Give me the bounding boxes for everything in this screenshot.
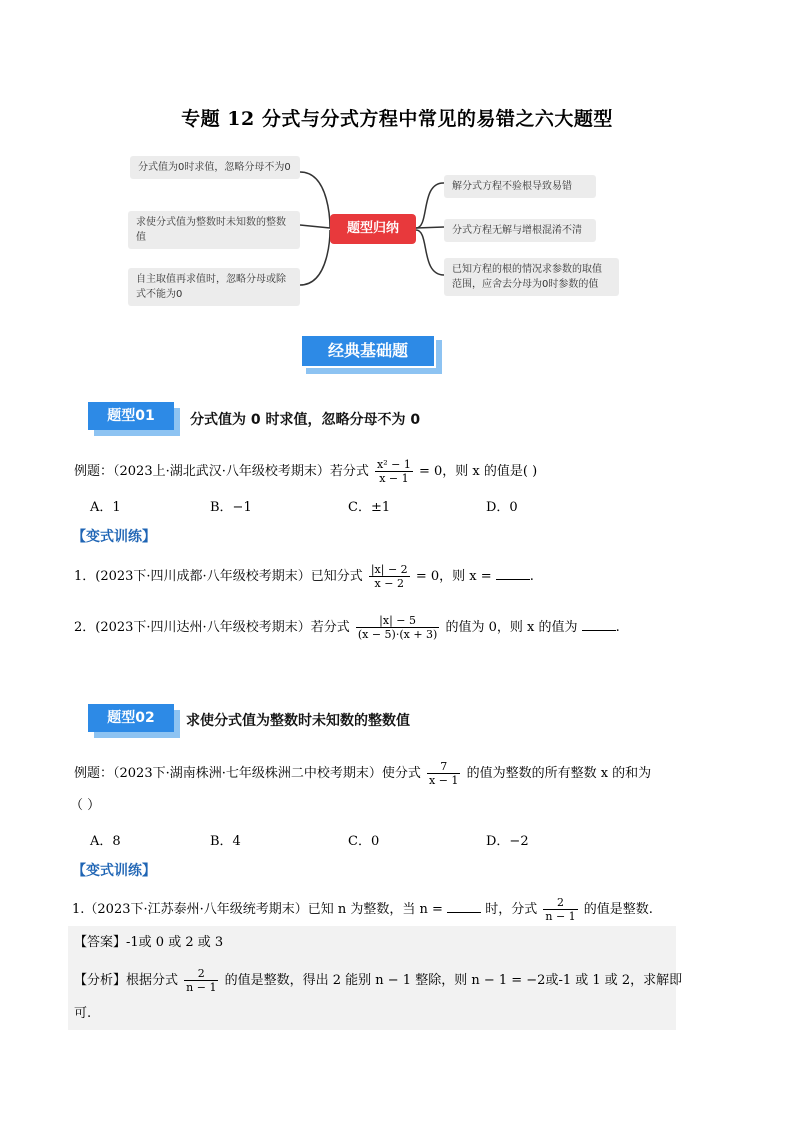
type1-q1-fraction — [369, 563, 410, 590]
type2-example-fraction — [427, 760, 460, 787]
answer-blank[interactable] — [447, 900, 481, 913]
type2-option-d: D．−2 — [486, 834, 529, 849]
type1-q1-mid: = 0，则 x = — [415, 569, 492, 584]
type1-example — [74, 458, 537, 485]
type2-option-b: B．4 — [210, 834, 241, 849]
mindmap-left-node-3: 自主取值再求值时，忽略分母或除式不能为0 — [128, 268, 300, 306]
type1-q1-prefix: 1．(2023下·四川成都·八年级校考期末）已知分式 — [74, 569, 363, 584]
type1-heading: 分式值为 0 时求值，忽略分母不为 0 — [190, 412, 421, 428]
answer-blank[interactable] — [582, 618, 616, 631]
type2-variant-label: 【变式训练】 — [72, 863, 156, 879]
analysis-fraction — [184, 967, 218, 994]
answer-line: 【答案】-1或 0 或 2 或 3 — [74, 935, 224, 950]
type2-heading: 求使分式值为整数时未知数的整数值 — [186, 713, 410, 729]
type2-badge-label: 题型02 — [88, 704, 174, 732]
type1-option-d: D．0 — [486, 500, 518, 515]
analysis-line-2: 可. — [74, 1006, 92, 1021]
type2-example-paren: （ ） — [70, 798, 101, 813]
type1-q2-mid: 的值为 0，则 x 的值为 — [445, 620, 578, 635]
mindmap-center-node: 题型归纳 — [330, 214, 416, 244]
fraction-numerator: |x| − 5 — [379, 614, 416, 627]
type2-option-a: A．8 — [90, 834, 121, 849]
mindmap-left-node-2: 求使分式值为整数时未知数的整数值 — [128, 211, 300, 249]
type2-example-prefix: 例题：（2023下·湖南株洲·七年级株洲二中校考期末）使分式 — [74, 766, 421, 781]
mindmap-left-node-1: 分式值为0时求值，忽略分母不为0 — [130, 156, 300, 179]
answer-blank[interactable] — [496, 567, 530, 580]
analysis-line — [74, 967, 682, 994]
type2-example — [74, 760, 651, 787]
banner-label: 经典基础题 — [300, 334, 436, 368]
mindmap-right-node-3: 已知方程的根的情况求参数的取值范围，应舍去分母为0时参数的值 — [444, 258, 619, 296]
type1-badge-label: 题型01 — [88, 402, 174, 430]
fraction-numerator: 2 — [557, 896, 564, 909]
type2-q1-prefix: 1.（2023下·江苏泰州·八年级统考期末）已知 n 为整数，当 n = — [72, 902, 443, 917]
type2-badge — [88, 704, 180, 738]
mindmap-connectors — [0, 0, 794, 340]
type2-q1-fraction — [543, 896, 577, 923]
fraction-numerator: 7 — [440, 760, 448, 773]
type2-question-1 — [72, 896, 653, 923]
type1-q2-prefix: 2．(2023下·四川达州·八年级校考期末）若分式 — [74, 620, 350, 635]
fraction-numerator: x² − 1 — [377, 458, 411, 471]
type2-q1-suffix: 的值是整数. — [583, 902, 653, 917]
fraction-denominator: n − 1 — [186, 981, 217, 994]
type2-example-suffix: 的值为整数的所有整数 x 的和为 — [466, 766, 652, 781]
type1-example-fraction — [375, 458, 413, 485]
page-title: 专题 12 分式与分式方程中常见的易错之六大题型 — [181, 108, 613, 130]
type2-q1-mid: 时，分式 — [485, 902, 538, 917]
analysis-suffix: 的值是整数，得出 2 能别 n − 1 整除，则 n − 1 = −2或-1 或 1 或 2，求解即 — [224, 973, 683, 988]
type1-q2-fraction — [356, 614, 440, 641]
type1-option-c: C．±1 — [348, 500, 391, 515]
type1-question-1 — [74, 563, 534, 590]
type1-q1-suffix: . — [529, 569, 534, 584]
type1-example-suffix: = 0，则 x 的值是( ) — [418, 464, 538, 479]
section-banner — [300, 334, 442, 374]
type1-question-2 — [74, 614, 620, 641]
fraction-denominator: x − 1 — [375, 471, 413, 485]
type1-option-a: A．1 — [90, 500, 121, 515]
fraction-numerator: 2 — [197, 967, 205, 980]
type1-q2-suffix: . — [615, 620, 620, 635]
type1-variant-label: 【变式训练】 — [72, 529, 156, 545]
fraction-denominator: x − 2 — [369, 576, 410, 590]
fraction-denominator: (x − 5)·(x + 3) — [357, 628, 438, 641]
type1-example-prefix: 例题：（2023上·湖北武汉·八年级校考期末）若分式 — [74, 464, 369, 479]
fraction-denominator: n − 1 — [545, 910, 576, 923]
fraction-denominator: x − 1 — [429, 774, 459, 787]
type2-option-c: C．0 — [348, 834, 380, 849]
mindmap-right-node-2: 分式方程无解与增根混淆不清 — [444, 219, 596, 242]
type1-option-b: B．−1 — [210, 500, 252, 515]
mindmap-right-node-1: 解分式方程不验根导致易错 — [444, 175, 596, 198]
fraction-numerator: |x| − 2 — [370, 563, 408, 576]
type1-badge — [88, 402, 180, 436]
analysis-prefix: 【分析】根据分式 — [74, 973, 179, 988]
